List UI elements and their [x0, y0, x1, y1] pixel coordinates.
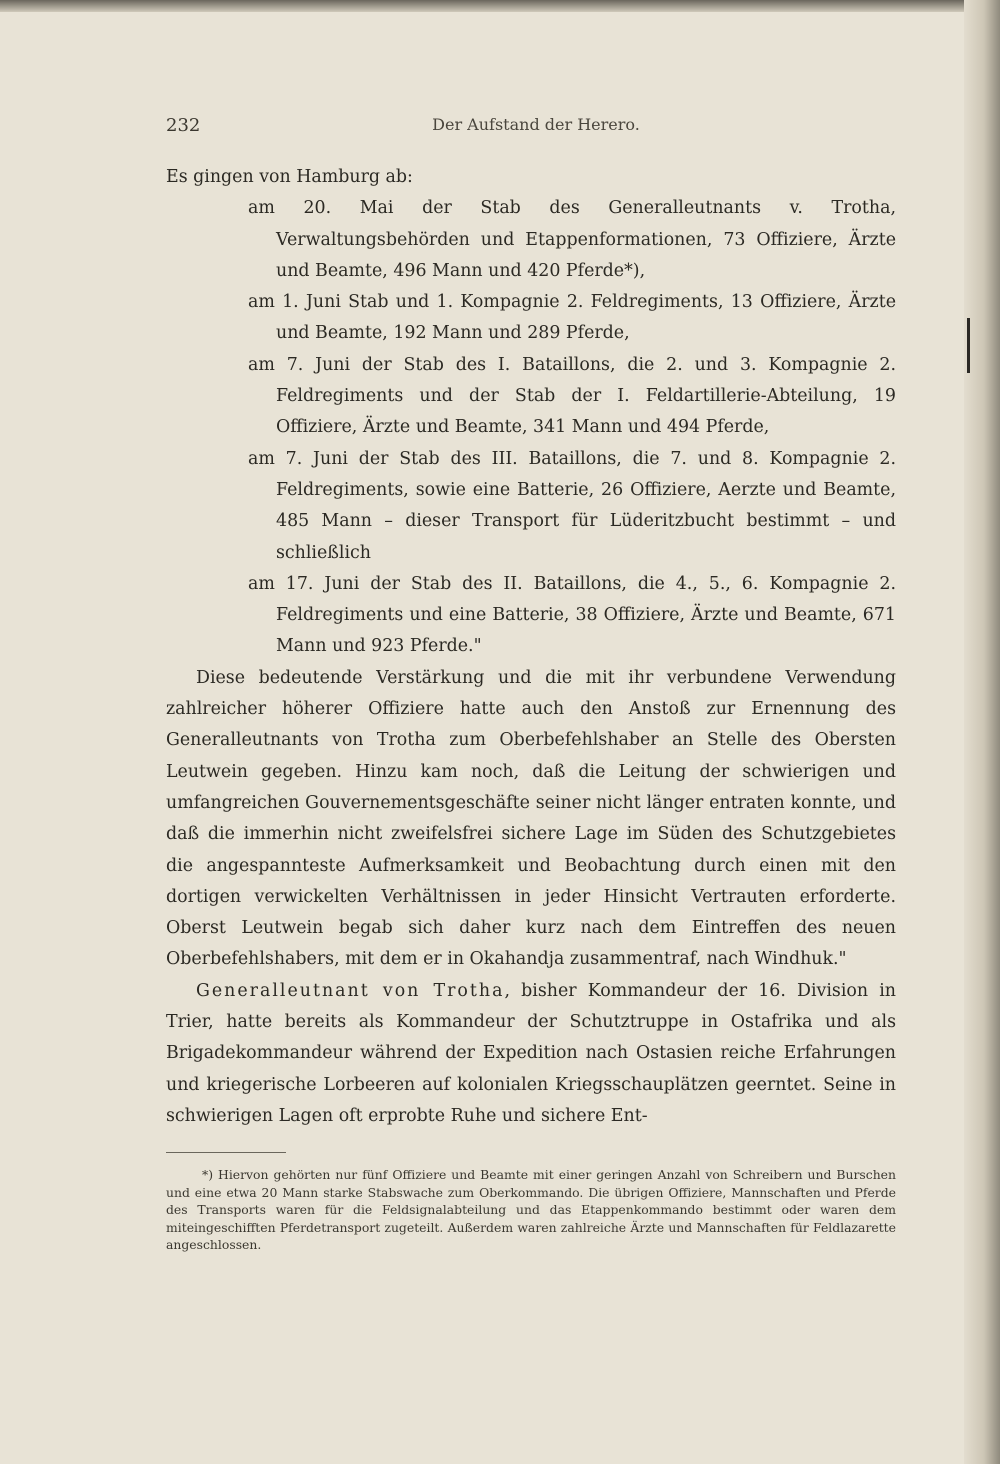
paragraph: Diese bedeutende Verstärkung und die mit ihr verbundene Verwendung zahlreicher höherer Offiziere hatte auch den Anstoß zur Ernennung des Generalleutnants von Trotha zum Oberbefehlshaber an Stelle des Obersten Leutwein gegeben. Hinzu kam noch, daß die Leitung der schwierigen und umfangreichen Gouvernementsgeschäfte seiner nicht länger entraten konnte, und daß die immerhin nicht zweifelsfrei sichere Lage im Süden des Schutzgebietes die angespannteste Aufmerksamkeit und Beobachtung durch einen mit den dortigen verwickelten Verhältnissen in jeder Hinsicht Vertrauten erforderte. Oberst Leutwein begab sich daher kurz nach dem Eintreffen des neuen Oberbefehlshabers, mit dem er in Okahandja zusammentraf, nach Windhuk.": [166, 667, 896, 970]
list-intro: Es gingen von Hamburg ab:: [166, 167, 413, 187]
footnote: *) Hiervon gehörten nur fünf Offiziere und Beamte mit einer geringen Anzahl von Schreibern und Burschen und eine etwa 20 Mann starke Stabswache zum Oberkommando. Die übrigen Offiziere, Mannschaften und Pferde des Transports waren für die Feldsignalabteilung und das Etappenkommando bestimmt oder waren dem miteingeschifften Pferdetransport zugeteilt. Außerdem waren zahlreiche Ärzte und Mannschaften für Feldlazarette angeschlossen.: [166, 1167, 896, 1253]
running-title: Der Aufstand der Herero.: [432, 115, 640, 134]
emphasized-name: Generalleutnant von Trotha: [196, 980, 505, 1001]
main-text: [166, 162, 896, 1132]
page-number: 232: [166, 115, 201, 136]
list-entry: am 20. Mai der Stab des Generalleutnants v. Trotha, Verwaltungsbehörden und Etappenformationen, 73 Offiziere, Ärzte und Beamte, 496 Mann und 420 Pferde*),: [248, 198, 896, 281]
list-entry: am 7. Juni der Stab des III. Bataillons, die 7. und 8. Kompagnie 2. Feldregiments, sowie eine Batterie, 26 Offiziere, Aerzte und Beamte, 485 Mann – dieser Transport für Lüderitzbucht bestimmt – und schließlich: [248, 448, 896, 563]
list-entry: am 7. Juni der Stab des I. Bataillons, die 2. und 3. Kompagnie 2. Feldregiments und der Stab der I. Feldartillerie-Abteilung, 19 Offiziere, Ärzte und Beamte, 341 Mann und 494 Pferde,: [248, 354, 896, 438]
scan-top-edge: [0, 0, 1000, 12]
book-gutter-edge: [964, 0, 1000, 1464]
list-entry: am 17. Juni der Stab des II. Bataillons, die 4., 5., 6. Kompagnie 2. Feldregiments und eine Batterie, 38 Offiziere, Ärzte und Beamte, 671 Mann und 923 Pferde.": [248, 573, 896, 657]
footnote-divider: [166, 1152, 286, 1153]
paragraph-text: , bisher Kommandeur der 16. Division in Trier, hatte bereits als Kommandeur der Schutztruppe in Ostafrika und als Brigadekommandeur während der Expedition nach Ostasien reiche Erfahrungen und kriegerische Lorbeeren auf kolonialen Kriegsschauplätzen geerntet. Seine in schwierigen Lagen oft erprobte Ruhe und sichere Ent-: [166, 980, 896, 1126]
page-header: [166, 115, 896, 137]
list-entry: am 1. Juni Stab und 1. Kompagnie 2. Feldregiments, 13 Offiziere, Ärzte und Beamte, 192 Mann und 289 Pferde,: [248, 292, 896, 344]
paragraph: [166, 976, 896, 1132]
margin-mark: [967, 318, 970, 373]
